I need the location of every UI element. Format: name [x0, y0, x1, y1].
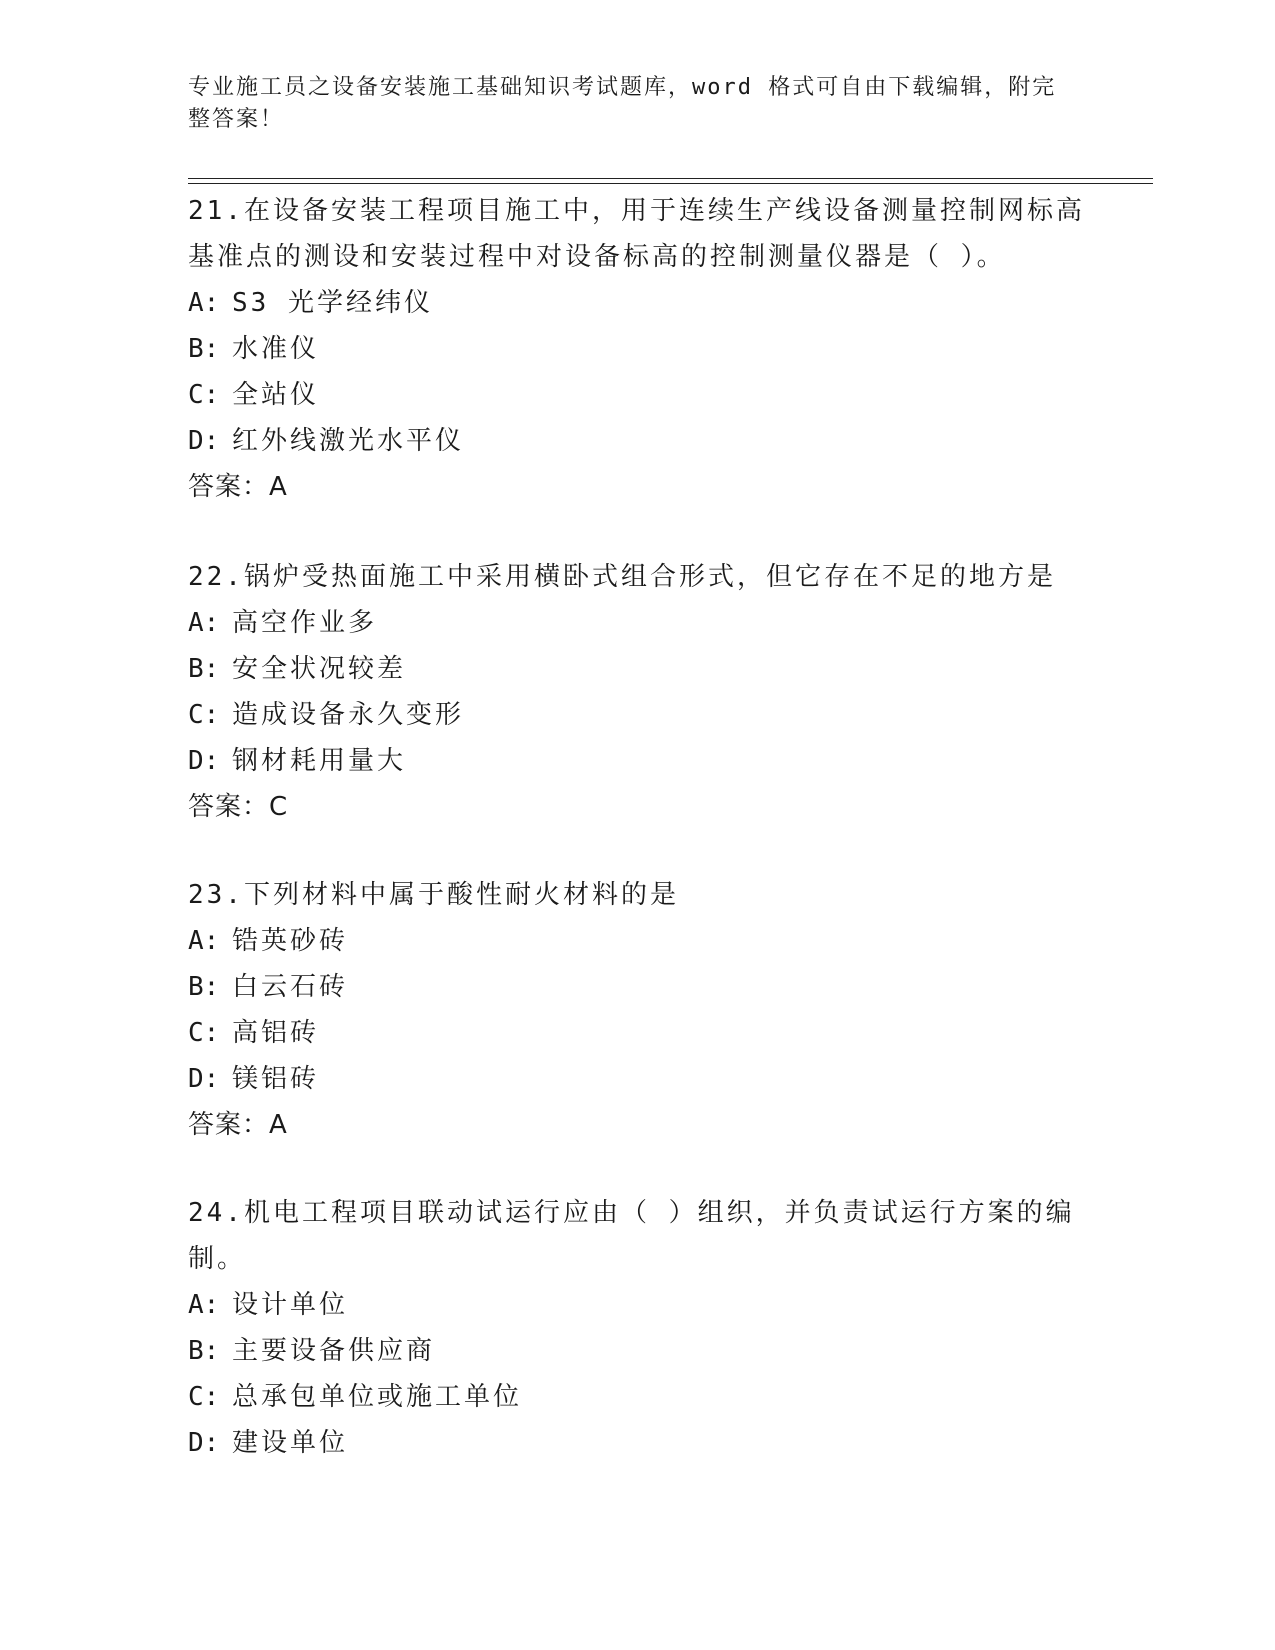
- option-text: 高铝砖: [232, 1018, 320, 1048]
- option-text: S3 光学经纬仪: [232, 288, 433, 318]
- header-rule-bottom: [188, 183, 1153, 184]
- option-a: [188, 600, 1088, 646]
- option-text: 镁铝砖: [232, 1064, 320, 1094]
- option-d: [188, 418, 1088, 464]
- option-label: D:: [188, 1064, 220, 1094]
- answer: 答案：A: [188, 1110, 288, 1140]
- answer: 答案：A: [188, 472, 288, 502]
- header-rule-top: [188, 178, 1153, 179]
- question-stem: 21.在设备安装工程项目施工中，用于连续生产线设备测量控制网标高基准点的测设和安装过程中对设备标高的控制测量仪器是（ ）。: [188, 196, 1085, 272]
- option-b: [188, 646, 1088, 692]
- option-label: A:: [188, 1290, 220, 1320]
- option-label: D:: [188, 426, 220, 456]
- question-22: [188, 554, 1088, 830]
- option-b: [188, 964, 1088, 1010]
- option-label: A:: [188, 288, 220, 318]
- question-stem: 24.机电工程项目联动试运行应由（ ）组织，并负责试运行方案的编制。: [188, 1198, 1075, 1274]
- document-header: [188, 72, 1068, 136]
- option-text: 设计单位: [232, 1290, 349, 1320]
- option-c: [188, 1010, 1088, 1056]
- answer: 答案：C: [188, 792, 289, 822]
- option-text: 建设单位: [232, 1428, 349, 1458]
- option-b: [188, 326, 1088, 372]
- option-c: [188, 1374, 1088, 1420]
- option-label: C:: [188, 700, 220, 730]
- option-a: [188, 280, 1088, 326]
- option-d: [188, 738, 1088, 784]
- option-label: B:: [188, 654, 220, 684]
- option-text: 高空作业多: [232, 608, 378, 638]
- option-text: 红外线激光水平仪: [232, 426, 465, 456]
- option-text: 钢材耗用量大: [232, 746, 407, 776]
- option-label: C:: [188, 380, 220, 410]
- option-label: B:: [188, 972, 220, 1002]
- option-c: [188, 692, 1088, 738]
- header-line-1: 专业施工员之设备安装施工基础知识考试题库，word 格式可自由下载编辑，附完: [188, 75, 1057, 100]
- option-label: D:: [188, 1428, 220, 1458]
- question-stem: 23.下列材料中属于酸性耐火材料的是: [188, 880, 679, 910]
- option-label: A:: [188, 608, 220, 638]
- option-a: [188, 1282, 1088, 1328]
- option-d: [188, 1056, 1088, 1102]
- question-21: [188, 188, 1088, 510]
- option-text: 全站仪: [232, 380, 320, 410]
- question-stem: 22.锅炉受热面施工中采用横卧式组合形式，但它存在不足的地方是: [188, 562, 1056, 592]
- option-label: C:: [188, 1382, 220, 1412]
- option-text: 水准仪: [232, 334, 320, 364]
- option-b: [188, 1328, 1088, 1374]
- option-label: C:: [188, 1018, 220, 1048]
- option-text: 主要设备供应商: [232, 1336, 436, 1366]
- option-label: B:: [188, 1336, 220, 1366]
- question-23: [188, 872, 1088, 1148]
- question-24: [188, 1190, 1088, 1466]
- option-label: D:: [188, 746, 220, 776]
- option-a: [188, 918, 1088, 964]
- option-label: B:: [188, 334, 220, 364]
- option-c: [188, 372, 1088, 418]
- header-line-2: 整答案！: [188, 107, 285, 132]
- option-label: A:: [188, 926, 220, 956]
- option-text: 安全状况较差: [232, 654, 407, 684]
- option-text: 造成设备永久变形: [232, 700, 465, 730]
- option-text: 锆英砂砖: [232, 926, 349, 956]
- option-text: 白云石砖: [232, 972, 349, 1002]
- option-d: [188, 1420, 1088, 1466]
- option-text: 总承包单位或施工单位: [232, 1382, 523, 1412]
